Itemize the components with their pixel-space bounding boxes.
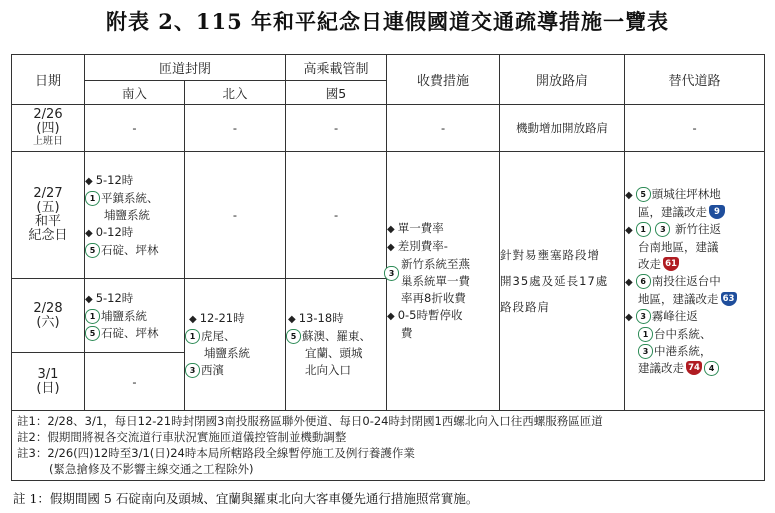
ramp-name: 石碇、坪林	[101, 242, 159, 257]
weekday: (四)	[36, 121, 60, 136]
freeway-shield-icon: 4	[704, 361, 719, 376]
freeway-shield-icon: 3	[636, 309, 651, 324]
interchange-name: 北向入口	[305, 363, 352, 377]
alt-route-text: 改走	[638, 256, 662, 271]
diamond-bullet-icon: ◆	[288, 314, 296, 325]
header-alt-routes: 替代道路	[625, 55, 765, 105]
freeway-shield-icon: 1	[638, 327, 653, 342]
provincial-highway-badge-icon: 63	[721, 292, 737, 306]
ramp-name: 埔鹽系統	[104, 207, 150, 222]
notes-row	[12, 411, 765, 481]
freeway-shield-icon: 3	[638, 344, 653, 359]
toll-item: 差別費率-	[397, 239, 448, 253]
alt-route-text: 新竹往返	[675, 221, 722, 236]
alt-route-text: 霧峰往返	[651, 308, 698, 323]
footnote: 註 1：假期間國 5 石碇南向及頭城、宜蘭與羅東北向大客車優先通行措施照常實施。	[13, 491, 479, 506]
time-range: 12-21時	[199, 311, 245, 325]
hov-cell	[286, 279, 387, 411]
interchange-name: 蘇澳、羅東、	[302, 329, 372, 343]
time-range: 13-18時	[298, 311, 344, 325]
toll-item-detail: 費	[401, 326, 413, 340]
diamond-bullet-icon: ◆	[625, 276, 633, 288]
note-3-continuation: (緊急搶修及不影響主線交通之工程除外)	[49, 462, 254, 476]
alt-route-text: 台南地區，建議	[638, 239, 719, 254]
table-row-0226	[12, 105, 765, 152]
weekday: (六)	[36, 314, 60, 330]
ramp-name: 石碇、坪林	[101, 325, 159, 340]
diamond-bullet-icon: ◆	[625, 224, 633, 236]
freeway-shield-icon: 5	[286, 329, 301, 344]
shoulder-text: 開35處及延長17處	[500, 274, 609, 288]
header-northbound: 北入	[185, 81, 286, 105]
north-cell: -	[185, 105, 286, 152]
toll-item-detail: 巢系統單一費	[401, 274, 471, 288]
freeway-shield-icon: 1	[85, 191, 100, 206]
date-cell	[12, 353, 85, 411]
ramp-name: 埔鹽系統	[101, 308, 147, 323]
alt-route-text: 區，建議改走	[638, 204, 708, 219]
header-toll-measures: 收費措施	[387, 55, 500, 105]
shoulder-cell	[500, 152, 625, 411]
south-cell: -	[85, 353, 185, 411]
shoulder-cell: 機動增加開放路肩	[500, 105, 625, 152]
alt-route-text: 建議改走	[638, 360, 685, 375]
ramp-name: 埔鹽系統	[204, 346, 250, 360]
diamond-bullet-icon: ◆	[85, 227, 93, 239]
alt-route-text: 中港系統，	[654, 343, 712, 358]
diamond-bullet-icon: ◆	[387, 311, 395, 322]
diamond-bullet-icon: ◆	[625, 311, 633, 323]
date-cell	[12, 279, 85, 353]
traffic-measures-table	[11, 54, 765, 481]
date-cell	[12, 105, 85, 152]
provincial-highway-badge-icon: 9	[709, 205, 725, 219]
notes-cell	[12, 411, 765, 481]
south-cell	[85, 152, 185, 279]
note-3: 註3：2/26(四)12時至3/1(日)24時本局所轄路段全線暫停施工及例行養護作業	[17, 446, 415, 460]
note-2: 註2：假期間將視各交流道行車狀況實施匝道儀控管制並機動調整	[17, 430, 347, 444]
note-1: 註1：2/28、3/1，每日12-21時封閉國3南投服務區聯外便道、每日0-24時封閉國1西螺北向入口往西螺服務區匝道	[17, 414, 603, 428]
shoulder-text: 針對易壅塞路段增	[500, 248, 601, 262]
hov-cell: -	[286, 152, 387, 279]
alt-route-text: 頭城往坪林地	[651, 186, 721, 201]
header-hov-route: 國5	[286, 81, 387, 105]
alt-route-text: 南投往返台中	[651, 273, 721, 288]
date: 2/26	[33, 107, 63, 122]
workday-label: 上班日	[33, 136, 63, 147]
south-cell	[85, 279, 185, 353]
weekday: (日)	[36, 380, 60, 396]
diamond-bullet-icon: ◆	[85, 175, 93, 187]
diamond-bullet-icon: ◆	[387, 242, 395, 253]
header-ramp-closure: 匝道封閉	[85, 55, 286, 81]
freeway-shield-icon: 5	[85, 326, 100, 341]
provincial-highway-badge-icon: 61	[663, 257, 679, 271]
alt-routes-cell	[625, 152, 765, 411]
toll-item-detail: 率再8折收費	[401, 291, 466, 305]
alt-route-text: 台中系統、	[654, 326, 712, 341]
toll-item: 0-5時暫停收	[397, 308, 463, 322]
ramp-name: 平鎮系統、	[101, 190, 159, 205]
freeway-shield-icon: 1	[85, 309, 100, 324]
header-shoulder-open: 開放路肩	[500, 55, 625, 105]
toll-cell	[387, 152, 500, 411]
provincial-highway-badge-icon: 74	[686, 361, 702, 375]
alt-route-text: 地區，建議改走	[638, 291, 719, 306]
time-range: 5-12時	[95, 172, 134, 187]
header-date: 日期	[12, 55, 85, 105]
diamond-bullet-icon: ◆	[189, 314, 197, 325]
interchange-name: 宜蘭、頭城	[305, 346, 363, 360]
freeway-shield-icon: 1	[185, 329, 200, 344]
table-row-0227	[12, 152, 765, 279]
toll-cell: -	[387, 105, 500, 152]
north-cell: -	[185, 152, 286, 279]
freeway-shield-icon: 5	[85, 243, 100, 258]
hov-cell: -	[286, 105, 387, 152]
weekday: (五)	[36, 200, 60, 215]
date: 3/1	[37, 366, 59, 382]
alt-cell: -	[625, 105, 765, 152]
holiday-name: 和平	[34, 214, 61, 229]
holiday-name: 紀念日	[28, 228, 68, 243]
toll-item: 單一費率	[397, 221, 444, 235]
freeway-shield-icon: 5	[636, 187, 651, 202]
page-title: 附表 2、115 年和平紀念日連假國道交通疏導措施一覽表	[105, 9, 670, 34]
north-cell	[185, 279, 286, 411]
date: 2/27	[33, 186, 63, 201]
south-cell: -	[85, 105, 185, 152]
shoulder-text: 路段路肩	[500, 300, 551, 314]
ramp-name: 虎尾、	[201, 329, 236, 343]
header-hov-control: 高乘載管制	[286, 55, 387, 81]
time-range: 0-12時	[95, 224, 134, 239]
freeway-shield-icon: 3	[384, 266, 399, 281]
freeway-shield-icon: 6	[636, 274, 651, 289]
date: 2/28	[33, 300, 63, 316]
diamond-bullet-icon: ◆	[387, 224, 395, 235]
toll-item-detail: 新竹系統至燕	[401, 257, 471, 271]
freeway-shield-icon: 3	[185, 363, 200, 378]
header-southbound: 南入	[85, 81, 185, 105]
freeway-shield-icon: 3	[655, 222, 670, 237]
diamond-bullet-icon: ◆	[85, 293, 93, 305]
date-cell	[12, 152, 85, 279]
freeway-shield-icon: 1	[636, 222, 651, 237]
diamond-bullet-icon: ◆	[625, 189, 633, 201]
ramp-name: 西濱	[201, 363, 224, 377]
time-range: 5-12時	[95, 290, 134, 305]
